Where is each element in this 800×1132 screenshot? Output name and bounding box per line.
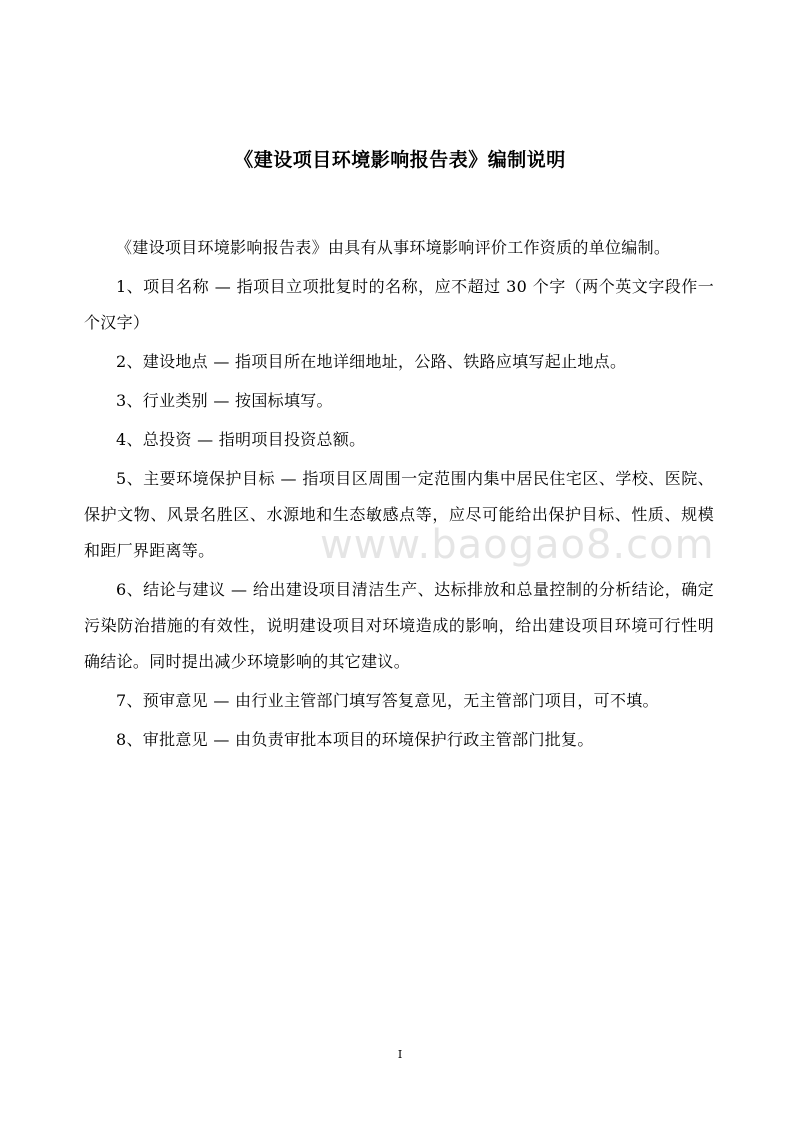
paragraph-item-8: 8、审批意见 — 由负责审批本项目的环境保护行政主管部门批复。 — [116, 730, 594, 749]
document-title: 《建设项目环境影响报告表》编制说明 — [234, 149, 566, 171]
paragraph-item-4: 4、总投资 — 指明项目投资总额。 — [116, 430, 366, 449]
paragraph-item-5: 5、主要环境保护目标 — 指项目区周围一定范围内集中居民住宅区、学校、医院、保护文物、风景名胜区、水源地和生态敏感点等，应尽可能给出保护目标、性质、规模和距厂界距离等。 — [84, 469, 714, 560]
paragraph-item-7: 7、预审意见 — 由行业主管部门填写答复意见，无主管部门项目，可不填。 — [116, 691, 659, 710]
watermark: www.baogao8.com — [320, 522, 715, 568]
paragraph-intro: 《建设项目环境影响报告表》由具有从事环境影响评价工作资质的单位编制。 — [116, 238, 671, 257]
paragraph-item-6: 6、结论与建议 — 给出建设项目清洁生产、达标排放和总量控制的分析结论，确定污染防治措施的有效性，说明建设项目对环境造成的影响，给出建设项目环境可行性明确结论。同时提出减少环境影响的其它建议。 — [84, 580, 714, 671]
page-number: I — [397, 1048, 403, 1061]
paragraph-item-1: 1、项目名称 — 指项目立项批复时的名称，应不超过 30 个字（两个英文字段作一个汉字） — [84, 277, 714, 332]
document-body — [84, 230, 714, 758]
paragraph-item-3: 3、行业类别 — 按国标填写。 — [116, 391, 333, 410]
paragraph-item-2: 2、建设地点 — 指项目所在地详细地址，公路、铁路应填写起止地点。 — [116, 352, 627, 371]
